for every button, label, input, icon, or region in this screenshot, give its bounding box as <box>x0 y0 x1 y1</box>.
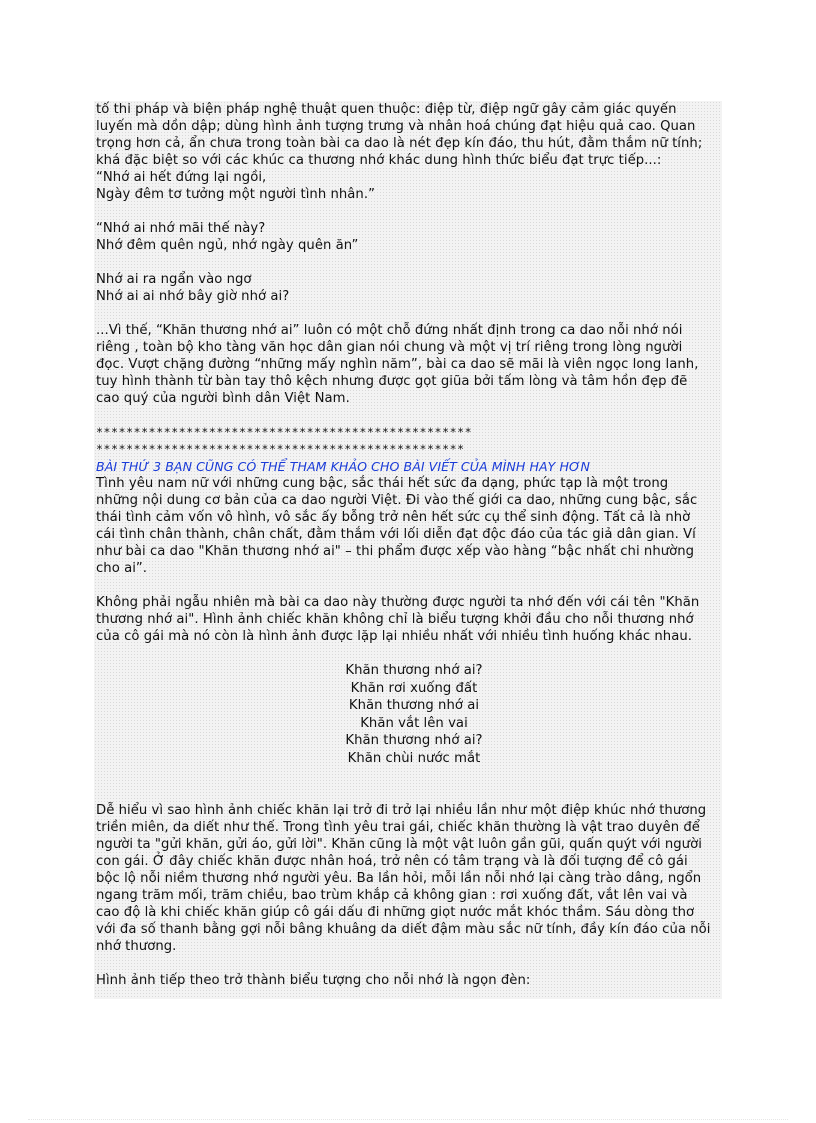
poem-line: Khăn vắt lên vai <box>360 715 468 731</box>
poem-block <box>96 662 718 768</box>
spacer <box>96 955 718 972</box>
spacer <box>96 577 718 594</box>
quote-block-2: “Nhớ ai nhớ mãi thế này? Nhớ đêm quên ngủ, nhớ ngày quên ăn” <box>96 221 359 253</box>
spacer <box>96 305 718 322</box>
poem-line: Khăn rơi xuống đất <box>350 680 478 696</box>
page-bottom-dotted-rule <box>28 1119 788 1120</box>
separator-line-1: ************************************************** <box>96 425 473 439</box>
paragraph-conclusion: ...Vì thế, “Khăn thương nhớ ai” luôn có một chỗ đứng nhất định trong ca dao nỗi nhớ nói riêng , toàn bộ kho tàng văn học dân gian nói chung và một vị trí riêng trong lòng người đọc. Vượt chặng đường “những mấy nghìn năm”, bài ca dao sẽ mãi là viên ngọc long lanh, tuy hình thành từ bàn tay thô kệch nhưng được gọt giũa bởi tấm lòng và tâm hồn đẹp đẽ cao quý của người bình dân Việt Nam. <box>96 323 699 406</box>
poem-line: Khăn thương nhớ ai? <box>345 733 483 749</box>
spacer <box>96 768 718 785</box>
document-content <box>96 101 718 989</box>
paragraph-3c: Dễ hiểu vì sao hình ảnh chiếc khăn lại trở đi trở lại nhiều lần như một điệp khúc nhớ thương triền miên, da diết như thế. Trong tình yêu trai gái, chiếc khăn thường là vật trao duyên để người ta "gửi khăn, gửi áo, gửi lời". Khăn cũng là một vật luôn gần gũi, quấn quýt với người con gái. Ở đây chiếc khăn được nhân hoá, trở nên có tâm trạng và là đối tượng để cô gái bộc lộ nỗi niềm thương nhớ người yêu. Ba lần hỏi, mỗi lần nỗi nhớ lại càng trào dâng, ngổn ngang trăm mối, trăm chiều, bao trùm khắp cả không gian : rơi xuống đất, vắt lên vai và cao độ là khi chiếc khăn giúp cô gái dấu đi những giọt nước mắt khóc thầm. Sáu dòng thơ với đa số thanh bằng gợi nỗi bâng khuâng da diết đậm màu sắc nữ tính, đầy kín đáo của nỗi nhớ thương. <box>96 802 711 954</box>
paragraph-intro: tố thi pháp và biện pháp nghệ thuật quen thuộc: điệp từ, điệp ngữ gây cảm giác quyến luyến mà dồn dập; dùng hình ảnh tượng trưng và nhân hoá chúng đạt hiệu quả cao. Quan trọng hơn cả, ẩn chưa trong toàn bài ca dao là nét đẹp kín đáo, thu hút, đằm thắm nữ tính; khá đặc biệt so với các khúc ca thương nhớ khác dung hình thức biểu đạt trực tiếp...: “Nhớ ai hết đứng lại ngồi, Ngày đêm tơ tưởng một người tình nhân.” <box>96 102 703 202</box>
paragraph-3b: Không phải ngẫu nhiên mà bài ca dao này thường được người ta nhớ đến với cái tên "Khăn thương nhớ ai". Hình ảnh chiếc khăn không chỉ là biểu tượng khởi đầu cho nỗi thương nhớ của cô gái mà nó còn là hình ảnh được lặp lại nhiều nhất với nhiều tình huống khác nhau. <box>96 595 700 644</box>
spacer <box>96 254 718 271</box>
paragraph-3d: Hình ảnh tiếp theo trở thành biểu tượng cho nỗi nhớ là ngọn đèn: <box>96 972 531 988</box>
section-heading: BÀI THỨ 3 BẠN CŨNG CÓ THỂ THAM KHẢO CHO BÀI VIẾT CỦA MÌNH HAY HƠN <box>96 459 590 474</box>
poem-line: Khăn chùi nước mắt <box>347 750 481 766</box>
spacer <box>96 203 718 220</box>
poem-line: Khăn thương nhớ ai? <box>345 663 483 678</box>
poem-line: Khăn thương nhớ ai <box>348 698 480 714</box>
quote-block-3: Nhớ ai ra ngẩn vào ngơ Nhớ ai ai nhớ bây giờ nhớ ai? <box>96 272 290 304</box>
spacer <box>96 785 718 802</box>
separator-line-2: ************************************************* <box>96 442 465 456</box>
paragraph-3a: Tình yêu nam nữ với những cung bậc, sắc thái hết sức đa dạng, phức tạp là một trong những nội dung cơ bản của ca dao người Việt. Đi vào thế giới ca dao, những cung bậc, sắc thái tình cảm vốn vô hình, vô sắc ấy bỗng trở nên hết sức cụ thể sinh động. Tất cả là nhờ cái tình chân thành, chân chất, đằm thắm với lối diễn đạt độc đáo của tác giả dân gian. Ví như bài ca dao "Khăn thương nhớ ai" – thi phẩm được xếp vào hàng “bậc nhất chi nhường cho ai”. <box>96 476 698 576</box>
spacer <box>96 645 718 662</box>
spacer <box>96 407 718 424</box>
